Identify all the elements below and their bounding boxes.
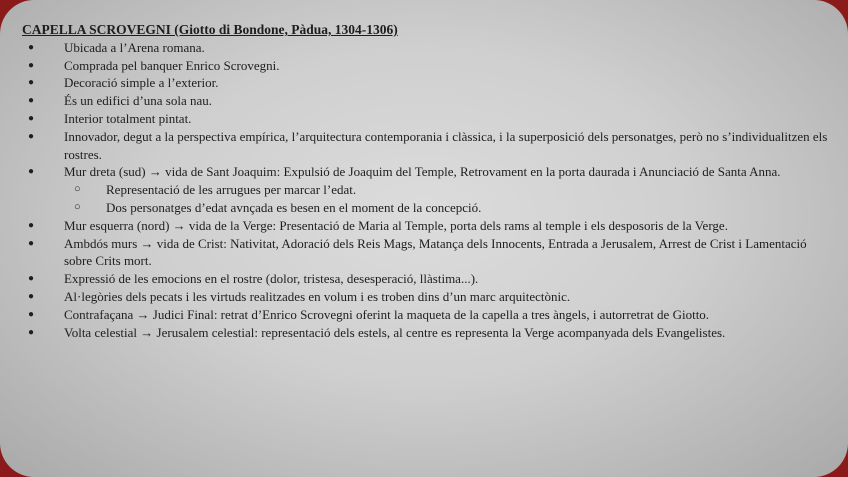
list-item-text: Innovador, degut a la perspectiva empírica, l’arquitectura contemporania i clàssica, i la superposició dels personatges, però no s’individualitzen els rostres. bbox=[64, 128, 828, 162]
list-item-text: Ambdós murs → vida de Crist: Nativitat, Adoració dels Reis Mags, Matança dels Innocents, Entrada a Jerusalem, Arrest de Crist i Lamentació sobre Crits mort. bbox=[64, 235, 807, 269]
list-item bbox=[22, 74, 830, 92]
sub-bullet-icon: ○ bbox=[74, 183, 81, 196]
list-item bbox=[22, 128, 830, 164]
bullet-icon: ● bbox=[28, 219, 35, 231]
list-item-text: Decoració simple a l’exterior. bbox=[64, 75, 219, 91]
bullet-icon: ● bbox=[28, 290, 35, 302]
bullet-icon: ● bbox=[28, 308, 35, 320]
list-item bbox=[22, 270, 830, 288]
list-item-text: Expressió de les emocions en el rostre (dolor, tristesa, desesperació, llàstima...). bbox=[64, 271, 479, 287]
list-item bbox=[22, 217, 830, 235]
list-item bbox=[22, 39, 830, 57]
list-item bbox=[22, 288, 830, 306]
list-item-text: És un edifici d’una sola nau. bbox=[64, 93, 213, 109]
slide-content bbox=[22, 21, 830, 341]
list-item bbox=[22, 110, 830, 128]
list-item bbox=[22, 92, 830, 110]
sub-list-item bbox=[22, 199, 830, 217]
bullet-icon: ● bbox=[28, 326, 35, 338]
bullet-icon: ● bbox=[28, 41, 35, 53]
list-item bbox=[22, 235, 830, 271]
sub-bullet-icon: ○ bbox=[74, 200, 81, 213]
list-item-text: Al·legòries dels pecats i les virtuds realitzades en volum i es troben dins d’un marc arquitectònic. bbox=[64, 288, 571, 304]
bullet-icon: ● bbox=[28, 237, 35, 249]
bullet-icon: ● bbox=[28, 130, 35, 142]
list-item bbox=[22, 57, 830, 75]
bullet-icon: ● bbox=[28, 273, 35, 285]
sub-list-item-text: Representació de les arrugues per marcar l’edat. bbox=[106, 182, 357, 198]
list-item bbox=[22, 306, 830, 324]
bullet-icon: ● bbox=[28, 112, 35, 124]
list-item bbox=[22, 163, 830, 181]
list-item-text: Contrafaçana → Judici Final: retrat d’Enrico Scrovegni oferint la maqueta de la capella a tres àngels, i autorretrat de Giotto. bbox=[64, 306, 710, 322]
list-item-text: Mur dreta (sud) → vida de Sant Joaquim: Expulsió de Joaquim del Temple, Retrovament en la porta daurada i Anunciació de Santa Anna. bbox=[64, 164, 781, 180]
page-title: CAPELLA SCROVEGNI (Giotto di Bondone, Pàdua, 1304-1306) bbox=[22, 22, 398, 37]
list-item-text: Volta celestial → Jerusalem celestial: representació dels estels, al centre es representa la Verge acompanyada dels Evangelistes. bbox=[64, 324, 726, 340]
sub-list-item-text: Dos personatges d’edat avnçada es besen en el moment de la concepció. bbox=[106, 199, 482, 215]
sub-list-item bbox=[22, 181, 830, 199]
list-item-text: Ubicada a l’Arena romana. bbox=[64, 39, 205, 55]
bullet-icon: ● bbox=[28, 77, 35, 89]
list-item-text: Comprada pel banquer Enrico Scrovegni. bbox=[64, 57, 280, 73]
bullet-icon: ● bbox=[28, 95, 35, 107]
bullet-icon: ● bbox=[28, 59, 35, 71]
list-item-text: Interior totalment pintat. bbox=[64, 110, 192, 126]
list-item bbox=[22, 324, 830, 342]
list-item-text: Mur esquerra (nord) → vida de la Verge: Presentació de Maria al Temple, porta dels rams al temple i els desposoris de la Verge. bbox=[64, 217, 728, 233]
bullet-icon: ● bbox=[28, 166, 35, 178]
